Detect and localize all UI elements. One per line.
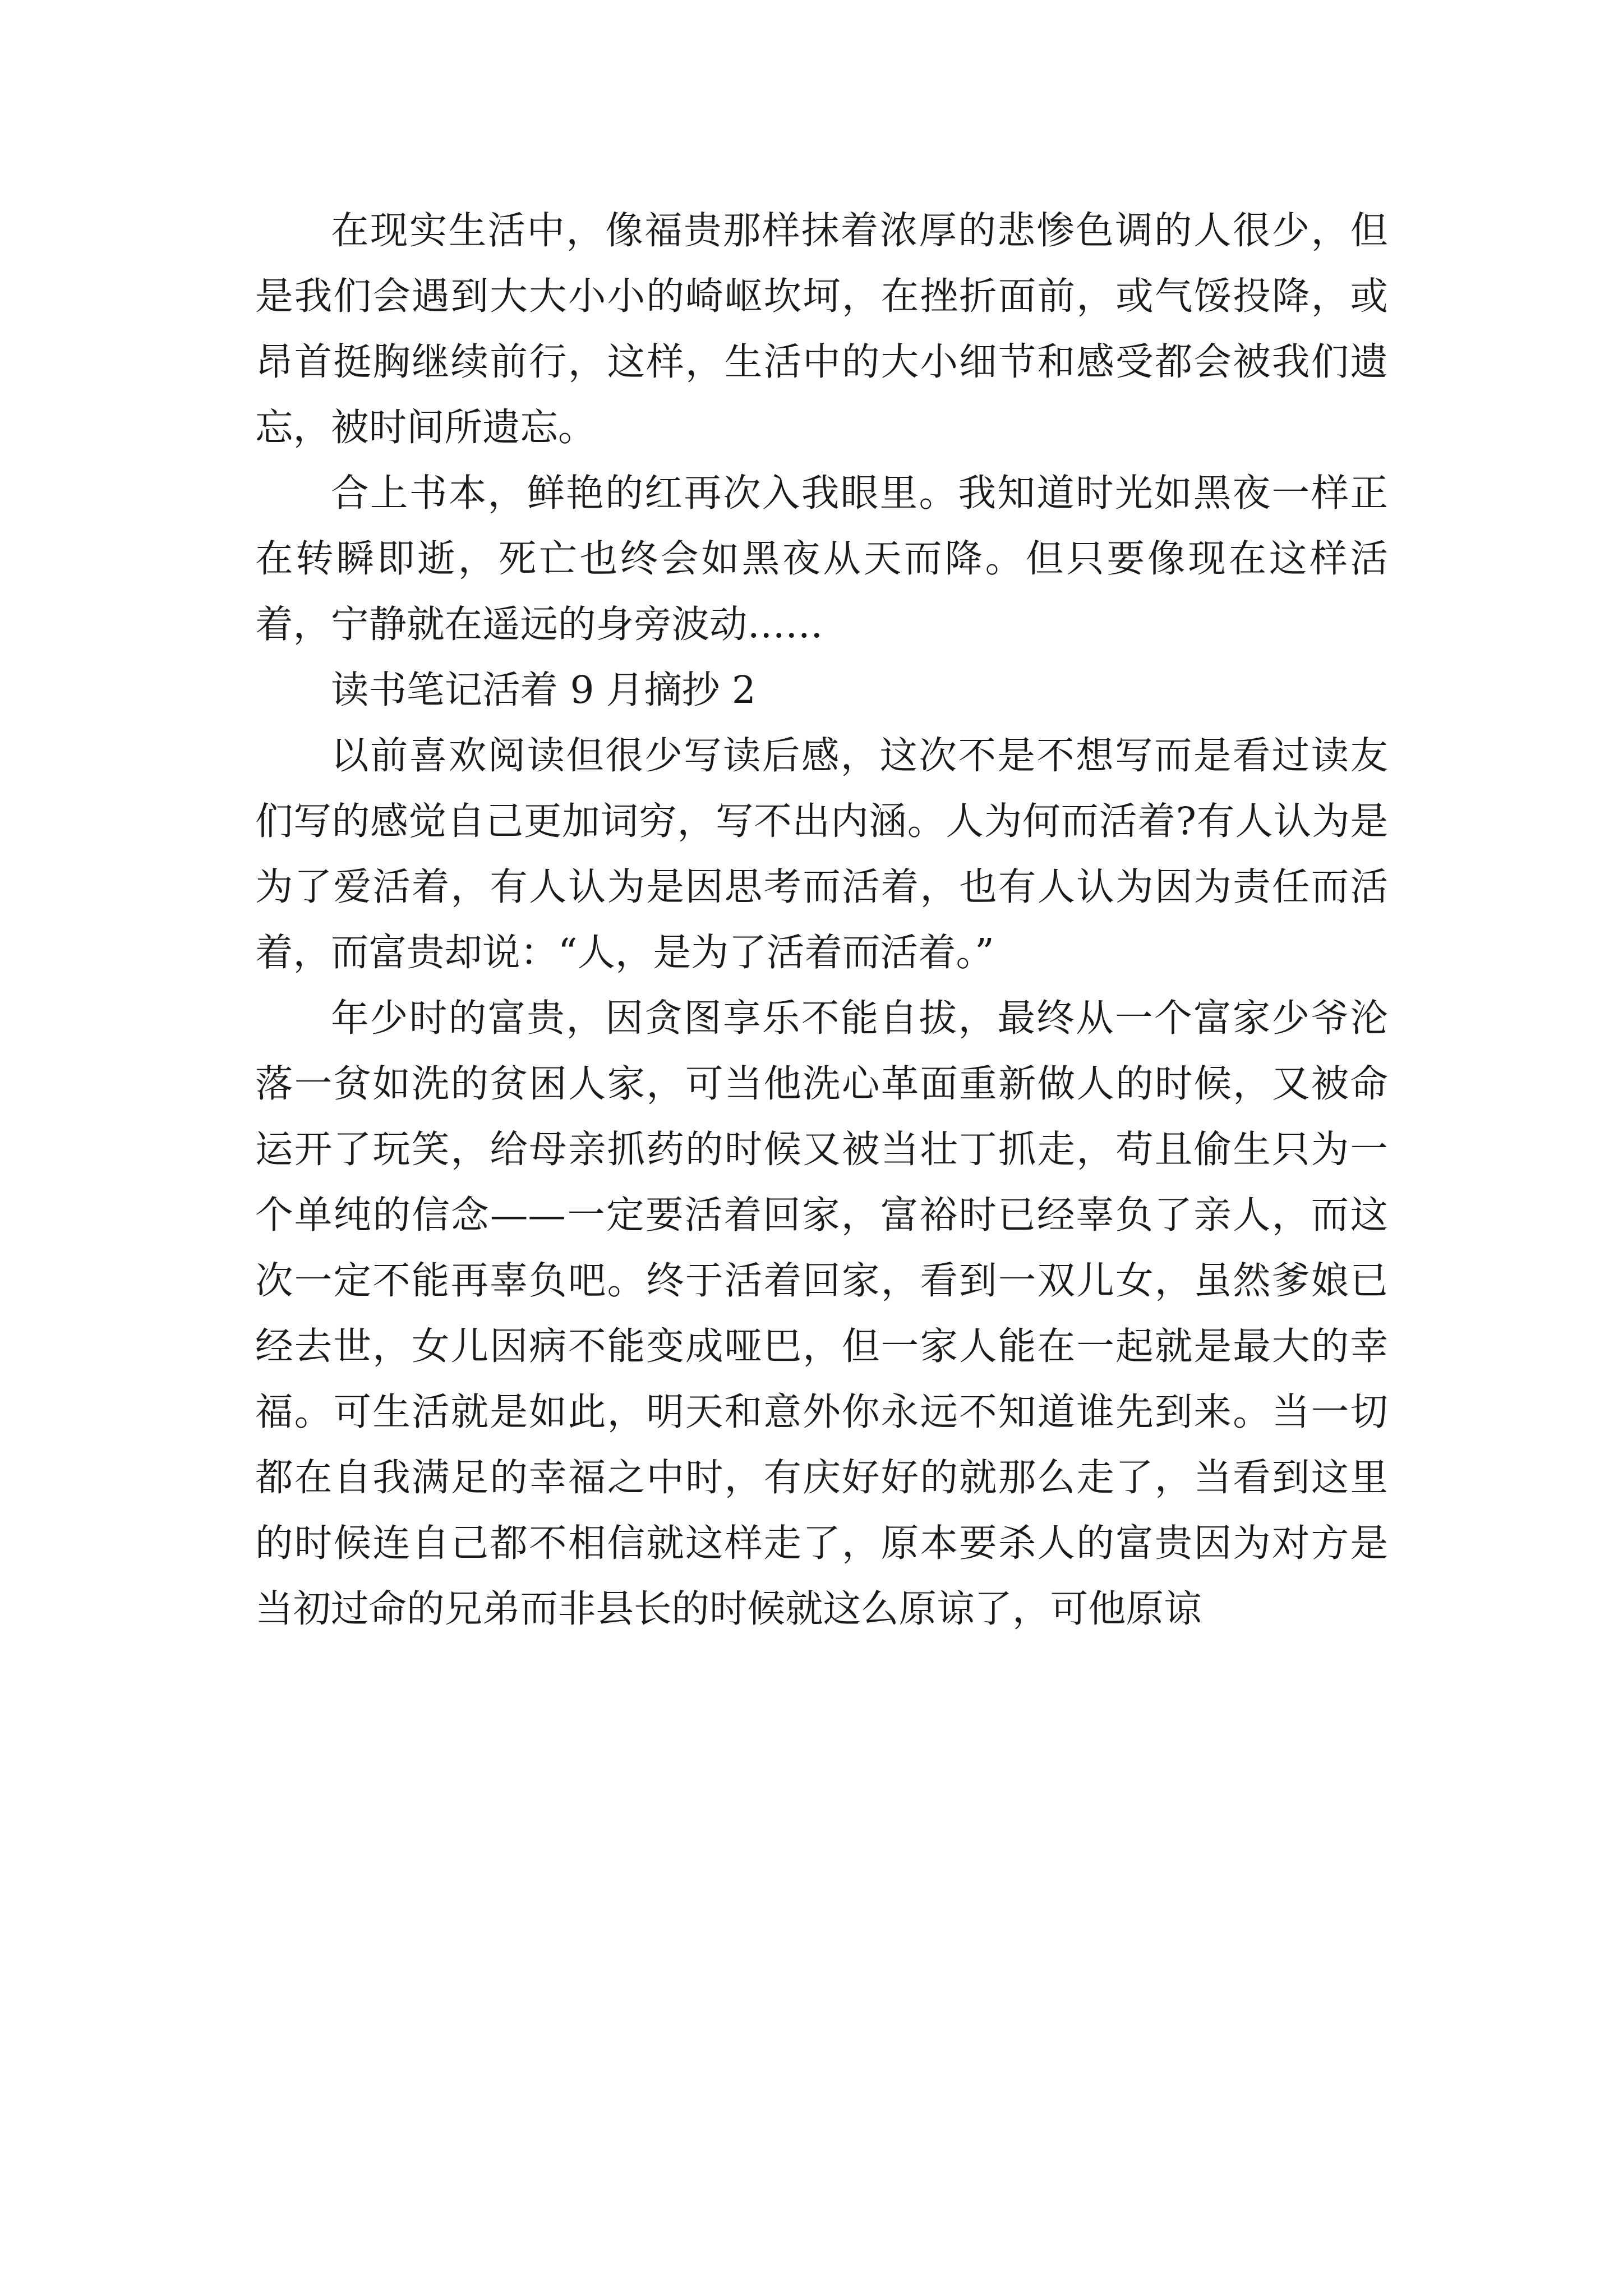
paragraph: 年少时的富贵，因贪图享乐不能自拔，最终从一个富家少爷沦落一贫如洗的贫困人家，可当他洗心革面重新做人的时候，又被命运开了玩笑，给母亲抓药的时候又被当壮丁抓走，苟且偷生只为一个单纯的信念——一定要活着回家，富裕时已经辜负了亲人，而这次一定不能再辜负吧。终于活着回家，看到一双儿女，虽然爹娘已经去世，女儿因病不能变成哑巴，但一家人能在一起就是最大的幸福。可生活就是如此，明天和意外你永远不知道谁先到来。当一切都在自我满足的幸福之中时，有庆好好的就那么走了，当看到这里的时候连自己都不相信就这样走了，原本要杀人的富贵因为对方是当初过命的兄弟而非县长的时候就这么原谅了，可他原谅 [255, 996, 1388, 1631]
document-body [255, 197, 1388, 1641]
paragraph: 在现实生活中，像福贵那样抹着浓厚的悲惨色调的人很少，但是我们会遇到大大小小的崎岖坎坷，在挫折面前，或气馁投降，或昂首挺胸继续前行，这样，生活中的大小细节和感受都会被我们遗忘，被时间所遗忘。 [255, 208, 1388, 449]
section-heading: 读书笔记活着 9 月摘抄 2 [331, 668, 756, 712]
paragraph: 合上书本，鲜艳的红再次入我眼里。我知道时光如黑夜一样正在转瞬即逝，死亡也终会如黑夜从天而降。但只要像现在这样活着，宁静就在遥远的身旁波动…… [255, 471, 1388, 646]
paragraph: 以前喜欢阅读但很少写读后感，这次不是不想写而是看过读友们写的感觉自己更加词穷，写不出内涵。人为何而活着?有人认为是为了爱活着，有人认为是因思考而活着，也有人认为因为责任而活着，而富贵却说：“人，是为了活着而活着。” [255, 733, 1388, 974]
